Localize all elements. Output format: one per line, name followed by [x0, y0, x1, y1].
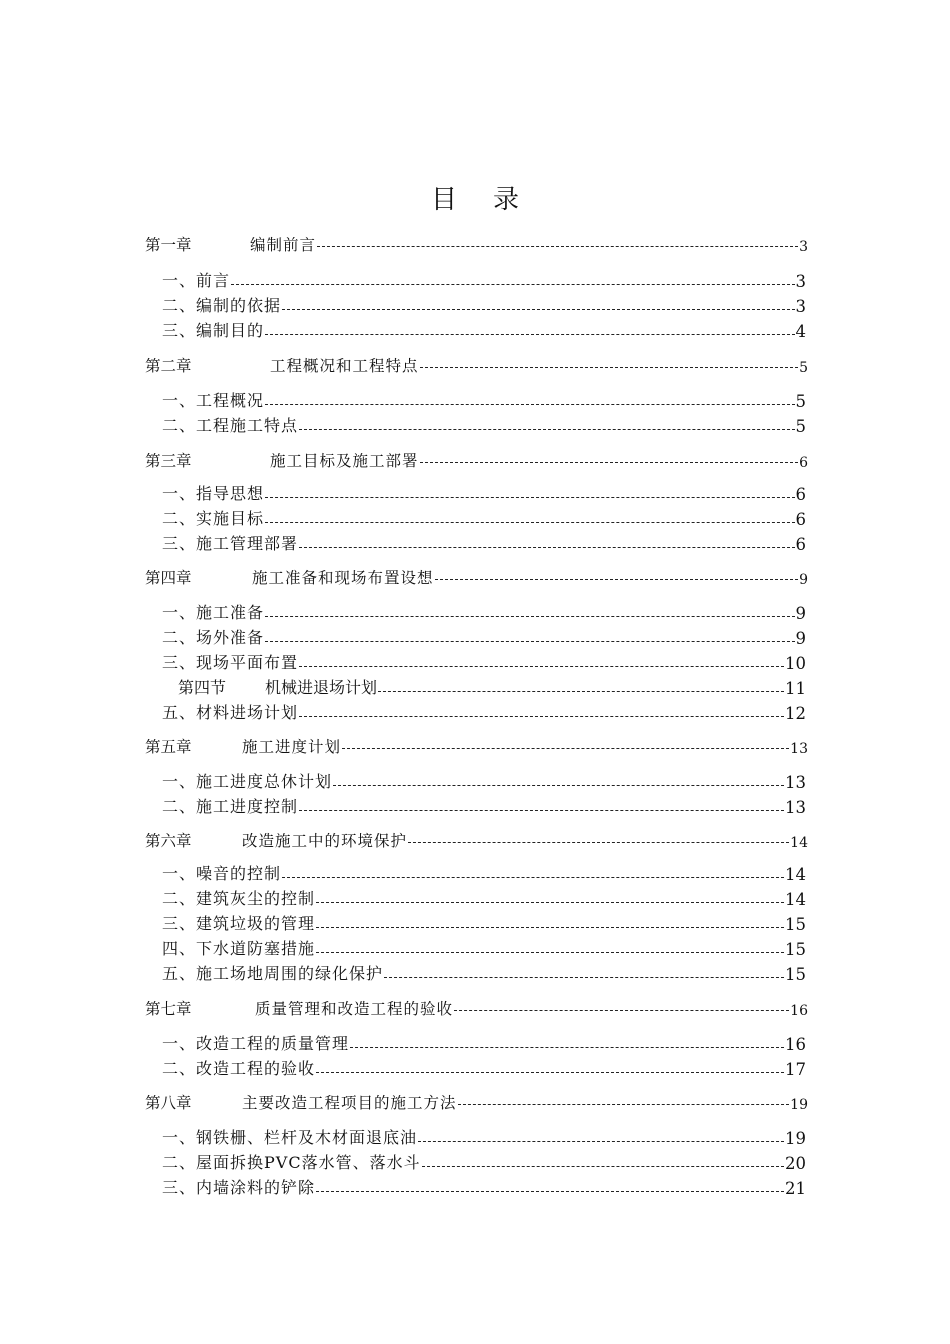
dot-leader — [458, 1104, 790, 1105]
toc-chapter-row[interactable] — [145, 997, 806, 1019]
toc-section-row[interactable] — [145, 1151, 806, 1173]
dot-leader — [265, 404, 794, 405]
toc-chapter-row[interactable] — [145, 354, 806, 376]
dot-leader — [265, 497, 794, 498]
toc-section-label: 二、实施目标 — [162, 509, 265, 528]
toc-section-label: 一、施工进度总休计划 — [162, 772, 333, 791]
toc-section-label: 二、场外准备 — [162, 628, 265, 647]
toc-subsection-label — [145, 675, 377, 698]
page-number: 4 — [795, 322, 806, 341]
toc-section-row[interactable] — [145, 676, 806, 698]
toc-section-row[interactable] — [145, 319, 806, 341]
dot-leader — [299, 716, 784, 717]
toc-chapter-row[interactable] — [145, 449, 806, 471]
toc-section-row[interactable] — [145, 701, 806, 723]
subsection-title: 机械进退场计划 — [265, 678, 378, 697]
toc-chapter-row[interactable] — [145, 1091, 806, 1113]
dot-leader — [282, 877, 784, 878]
toc-section-row[interactable] — [145, 601, 806, 623]
page-number: 12 — [785, 704, 806, 723]
chapter-number: 第七章 — [145, 1000, 192, 1018]
page-number: 11 — [785, 679, 806, 698]
toc-section-label: 一、钢铁栅、栏杆及木材面退底油 — [162, 1128, 418, 1147]
chapter-title: 工程概况和工程特点 — [270, 357, 419, 375]
page-number: 19 — [785, 1129, 806, 1148]
toc-chapter-label — [145, 354, 419, 376]
subsection-number: 第四节 — [178, 678, 227, 697]
page-number: 14 — [785, 890, 806, 909]
dot-leader — [316, 952, 784, 953]
toc-section-label: 一、噪音的控制 — [162, 864, 282, 883]
chapter-title: 质量管理和改造工程的验收 — [255, 1000, 454, 1018]
dot-leader — [282, 309, 794, 310]
chapter-title: 施工准备和现场布置设想 — [252, 569, 434, 587]
toc-chapter-label — [145, 1091, 457, 1113]
toc-chapter-label — [145, 997, 453, 1019]
dot-leader — [299, 666, 784, 667]
toc-section-label: 三、编制目的 — [162, 321, 265, 340]
table-of-contents — [145, 0, 806, 1344]
toc-section-label: 二、改造工程的验收 — [162, 1059, 316, 1078]
toc-section-label: 三、现场平面布置 — [162, 653, 299, 672]
dot-leader — [435, 579, 799, 580]
chapter-number: 第一章 — [145, 236, 192, 254]
page-number: 13 — [790, 741, 808, 757]
toc-section-row[interactable] — [145, 962, 806, 984]
toc-section-label: 一、改造工程的质量管理 — [162, 1034, 350, 1053]
toc-chapter-label — [145, 735, 341, 757]
page-number: 16 — [790, 1003, 808, 1019]
toc-section-row[interactable] — [145, 770, 806, 792]
toc-section-row[interactable] — [145, 1176, 806, 1198]
page-number: 3 — [795, 297, 806, 316]
chapter-title: 施工进度计划 — [242, 738, 342, 756]
page-number: 5 — [799, 360, 808, 376]
toc-section-row[interactable] — [145, 482, 806, 504]
page-number: 6 — [795, 510, 806, 529]
dot-leader — [378, 691, 784, 692]
page-number: 9 — [795, 629, 806, 648]
toc-chapter-label — [145, 233, 316, 255]
page-number: 9 — [795, 604, 806, 623]
page-number: 14 — [790, 835, 808, 851]
chapter-number: 第四章 — [145, 569, 192, 587]
dot-leader — [316, 902, 784, 903]
toc-section-row[interactable] — [145, 532, 806, 554]
dot-leader — [408, 842, 789, 843]
dot-leader — [384, 977, 784, 978]
dot-leader — [317, 246, 798, 247]
dot-leader — [420, 367, 799, 368]
toc-section-row[interactable] — [145, 862, 806, 884]
dot-leader — [422, 1166, 784, 1167]
toc-section-row[interactable] — [145, 937, 806, 959]
toc-section-row[interactable] — [145, 414, 806, 436]
page-number: 5 — [795, 417, 806, 436]
toc-section-row[interactable] — [145, 651, 806, 673]
page-number: 3 — [795, 272, 806, 291]
chapter-number: 第二章 — [145, 357, 192, 375]
toc-section-row[interactable] — [145, 626, 806, 648]
dot-leader — [231, 284, 794, 285]
page-number: 17 — [785, 1060, 806, 1079]
page-number: 14 — [785, 865, 806, 884]
toc-section-row[interactable] — [145, 912, 806, 934]
toc-chapter-row[interactable] — [145, 233, 806, 255]
page-number: 15 — [785, 915, 806, 934]
dot-leader — [418, 1141, 784, 1142]
dot-leader — [265, 641, 794, 642]
toc-chapter-label — [145, 829, 407, 851]
chapter-number: 第八章 — [145, 1094, 192, 1112]
toc-section-row[interactable] — [145, 1126, 806, 1148]
toc-section-label: 二、建筑灰尘的控制 — [162, 889, 316, 908]
toc-section-label: 二、编制的依据 — [162, 296, 282, 315]
toc-section-label: 三、施工管理部署 — [162, 534, 299, 553]
dot-leader — [454, 1010, 789, 1011]
toc-section-label: 二、工程施工特点 — [162, 416, 299, 435]
chapter-number: 第三章 — [145, 452, 192, 470]
page-number: 5 — [795, 392, 806, 411]
dot-leader — [299, 429, 794, 430]
chapter-title: 施工目标及施工部署 — [270, 452, 419, 470]
toc-chapter-label — [145, 566, 434, 588]
toc-section-row[interactable] — [145, 269, 806, 291]
chapter-title: 主要改造工程项目的施工方法 — [242, 1094, 457, 1112]
dot-leader — [299, 547, 794, 548]
dot-leader — [299, 810, 784, 811]
dot-leader — [265, 616, 794, 617]
dot-leader — [316, 1191, 784, 1192]
toc-chapter-row[interactable] — [145, 735, 806, 757]
chapter-number: 第六章 — [145, 832, 192, 850]
dot-leader — [316, 927, 784, 928]
toc-section-label: 三、内墙涂料的铲除 — [162, 1178, 316, 1197]
chapter-title: 改造施工中的环境保护 — [242, 832, 408, 850]
page-number: 15 — [785, 940, 806, 959]
page-number: 21 — [785, 1179, 806, 1198]
dot-leader — [316, 1072, 784, 1073]
toc-section-label: 二、施工进度控制 — [162, 797, 299, 816]
toc-section-label: 一、工程概况 — [162, 391, 265, 410]
dot-leader — [342, 748, 789, 749]
toc-section-label: 五、施工场地周围的绿化保护 — [162, 964, 384, 983]
toc-section-label: 一、前言 — [162, 271, 231, 290]
toc-chapter-label — [145, 449, 419, 471]
toc-section-label: 一、施工准备 — [162, 603, 265, 622]
dot-leader — [420, 462, 799, 463]
toc-section-row[interactable] — [145, 887, 806, 909]
toc-section-label: 五、材料进场计划 — [162, 703, 299, 722]
toc-section-row[interactable] — [145, 389, 806, 411]
dot-leader — [265, 334, 794, 335]
toc-section-label: 四、下水道防塞措施 — [162, 939, 316, 958]
toc-section-label: 二、屋面拆换PVC落水管、落水斗 — [162, 1153, 421, 1172]
toc-section-row[interactable] — [145, 294, 806, 316]
dot-leader — [265, 522, 794, 523]
chapter-number: 第五章 — [145, 738, 192, 756]
page-number: 13 — [785, 798, 806, 817]
page-number: 3 — [799, 239, 808, 255]
page-number: 9 — [799, 572, 808, 588]
toc-section-label: 一、指导思想 — [162, 484, 265, 503]
page-number: 20 — [785, 1154, 806, 1173]
toc-chapter-row[interactable] — [145, 566, 806, 588]
dot-leader — [350, 1047, 784, 1048]
page-number: 10 — [785, 654, 806, 673]
page-number: 19 — [790, 1097, 808, 1113]
page-title: 目录 — [430, 185, 555, 215]
toc-section-row[interactable] — [145, 1032, 806, 1054]
toc-section-row[interactable] — [145, 795, 806, 817]
page-number: 6 — [799, 455, 808, 471]
dot-leader — [333, 785, 784, 786]
page-number: 6 — [795, 535, 806, 554]
toc-section-row[interactable] — [145, 507, 806, 529]
page-number: 13 — [785, 773, 806, 792]
page-number: 16 — [785, 1035, 806, 1054]
chapter-title: 编制前言 — [250, 236, 317, 254]
page-number: 15 — [785, 965, 806, 984]
toc-section-label: 三、建筑垃圾的管理 — [162, 914, 316, 933]
toc-section-row[interactable] — [145, 1057, 806, 1079]
toc-chapter-row[interactable] — [145, 829, 806, 851]
page-number: 6 — [795, 485, 806, 504]
